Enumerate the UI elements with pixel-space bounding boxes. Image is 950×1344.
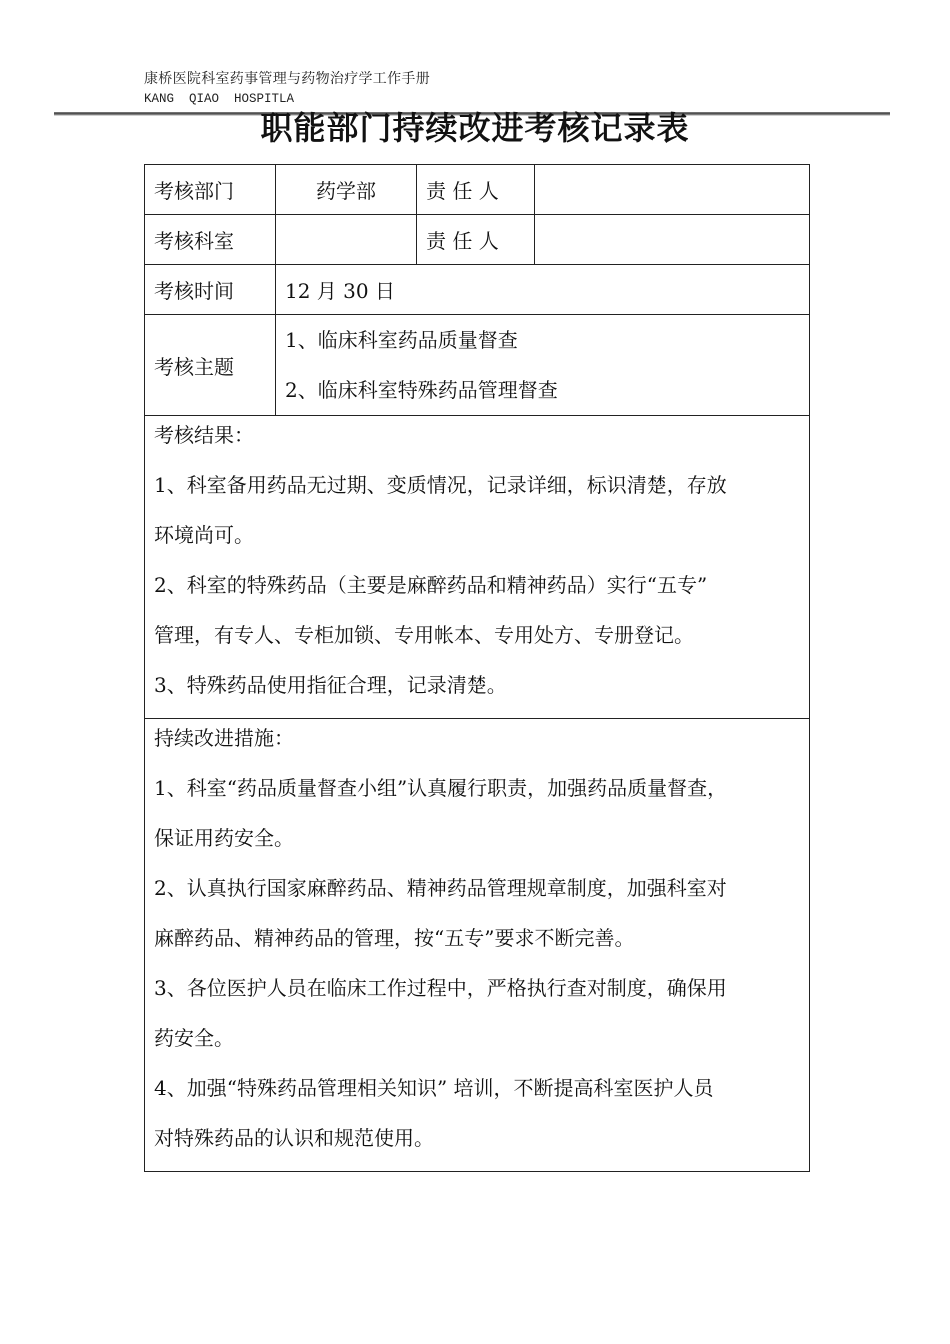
results-section — [145, 416, 810, 719]
measures-heading: 持续改进措施： — [154, 726, 294, 750]
responsible-person-value — [535, 165, 810, 215]
document-title: 职能部门持续改进考核记录表 — [260, 109, 690, 147]
office-value — [276, 215, 417, 265]
dept-label: 考核部门 — [145, 165, 276, 215]
topic-label: 考核主题 — [145, 315, 276, 416]
table-row — [145, 315, 810, 416]
results-line: 环境尚可。 — [154, 523, 254, 547]
hospital-name-en: KANG QIAO HOSPITLA — [144, 92, 295, 106]
results-heading: 考核结果： — [154, 423, 254, 447]
manual-title: 康桥医院科室药事管理与药物治疗学工作手册 — [144, 71, 430, 87]
results-line: 3、特殊药品使用指征合理，记录清楚。 — [154, 673, 507, 697]
responsible-person-label: 责 任 人 — [417, 215, 535, 265]
responsible-person-label: 责 任 人 — [417, 165, 535, 215]
measures-line: 麻醉药品、精神药品的管理，按“五专”要求不断完善。 — [154, 926, 635, 950]
office-label: 考核科室 — [145, 215, 276, 265]
measures-line: 药安全。 — [154, 1026, 234, 1050]
results-line: 1、科室备用药品无过期、变质情况，记录详细，标识清楚，存放 — [154, 473, 727, 497]
responsible-person-value — [535, 215, 810, 265]
results-line: 2、科室的特殊药品（主要是麻醉药品和精神药品）实行“五专” — [154, 573, 708, 597]
table-row — [145, 165, 810, 215]
topic-item: 2、临床科室特殊药品管理督查 — [285, 378, 558, 402]
table-row — [145, 416, 810, 719]
time-value: 12 月 30 日 — [276, 265, 810, 315]
time-label: 考核时间 — [145, 265, 276, 315]
topic-list — [276, 315, 810, 416]
results-line: 管理，有专人、专柜加锁、专用帐本、专用处方、专册登记。 — [154, 623, 694, 647]
table-row — [145, 265, 810, 315]
measures-line: 3、各位医护人员在临床工作过程中，严格执行查对制度，确保用 — [154, 976, 727, 1000]
table-row — [145, 215, 810, 265]
measures-line: 2、认真执行国家麻醉药品、精神药品管理规章制度，加强科室对 — [154, 876, 727, 900]
measures-line: 1、科室“药品质量督查小组”认真履行职责，加强药品质量督查， — [154, 776, 728, 800]
measures-line: 对特殊药品的认识和规范使用。 — [154, 1126, 434, 1150]
dept-value: 药学部 — [276, 165, 417, 215]
topic-item: 1、临床科室药品质量督查 — [285, 328, 518, 352]
measures-line: 4、加强“特殊药品管理相关知识” 培训，不断提高科室医护人员 — [154, 1076, 714, 1100]
measures-section — [145, 719, 810, 1172]
assessment-record-table — [144, 164, 810, 1172]
table-row — [145, 719, 810, 1172]
measures-line: 保证用药安全。 — [154, 826, 294, 850]
